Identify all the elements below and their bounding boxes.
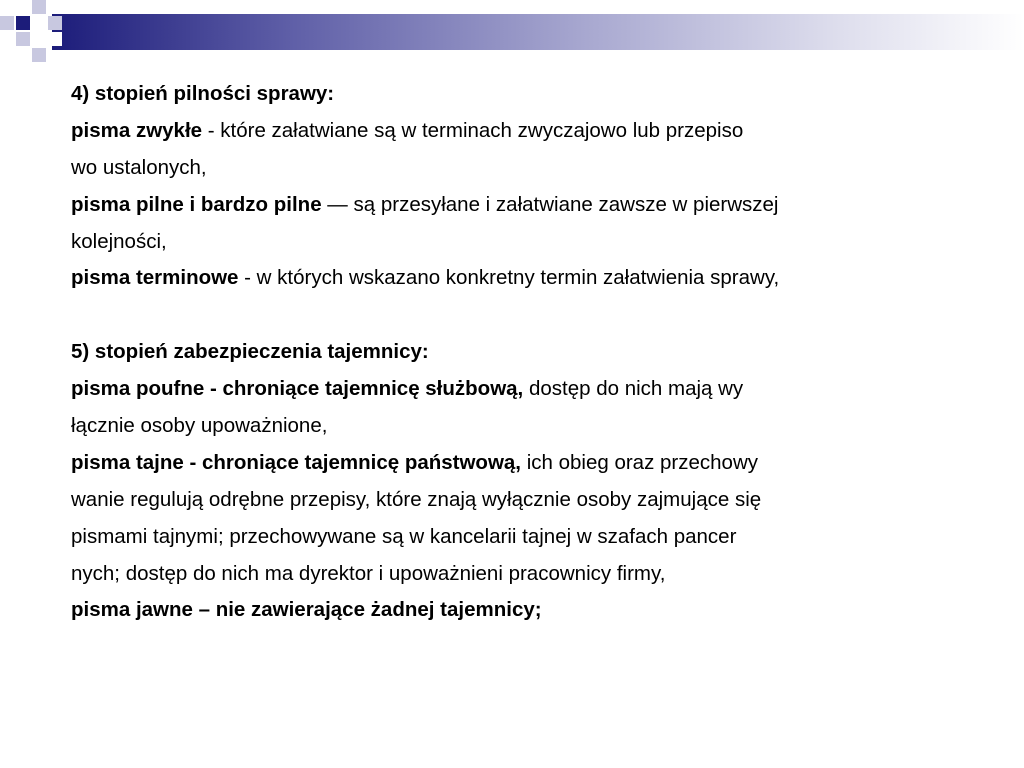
term-description: dostęp do nich mają wy [523,377,744,401]
section-5-heading: 5) stopień zabezpieczenia tajemnicy: [71,340,429,364]
term-label: pisma zwykłe [71,118,203,142]
spacer [71,297,971,334]
section-5-item-2-cont: pismami tajnymi; przechowywane są w kancelarii tajnej w szafach pancer [71,524,737,548]
section-4-heading: 4) stopień pilności sprawy: [71,82,335,105]
section-4-item-3 [71,260,971,297]
term-label: pisma poufne - chroniące tajemnicę służbową, [71,377,524,401]
section-4-item-1 [71,113,971,150]
header-gradient-bar [52,14,1024,50]
section-5-item-2-cont: wanie regulują odrębne przepisy, które znają wyłącznie osoby zajmujące się [71,487,762,511]
section-5-item-3 [71,592,971,629]
section-4-item-2 [71,187,971,224]
term-label: pisma jawne – nie zawierające żadnej tajemnicy; [71,598,542,622]
term-description: - które załatwiane są w terminach zwyczajowo lub przepiso [202,118,744,142]
term-label: pisma tajne - chroniące tajemnicę państwową, [71,450,521,474]
section-5-item-1 [71,371,971,408]
term-description: ich obieg oraz przechowy [521,450,759,474]
slide-body [71,76,971,629]
term-label: pisma terminowe [71,266,239,290]
section-5-item-2-cont: nych; dostęp do nich ma dyrektor i upoważnieni pracownicy firmy, [71,561,666,585]
section-4-item-2-cont: kolejności, [71,229,167,253]
term-description: — są przesyłane i załatwiane zawsze w pierwszej [321,192,779,216]
term-description: - w których wskazano konkretny termin załatwienia sprawy, [238,266,780,290]
term-label: pisma pilne i bardzo pilne [71,192,322,216]
section-4-item-1-cont: wo ustalonych, [71,155,207,179]
section-5-item-2 [71,445,971,482]
section-5-item-1-cont: łącznie osoby upoważnione, [71,414,328,438]
